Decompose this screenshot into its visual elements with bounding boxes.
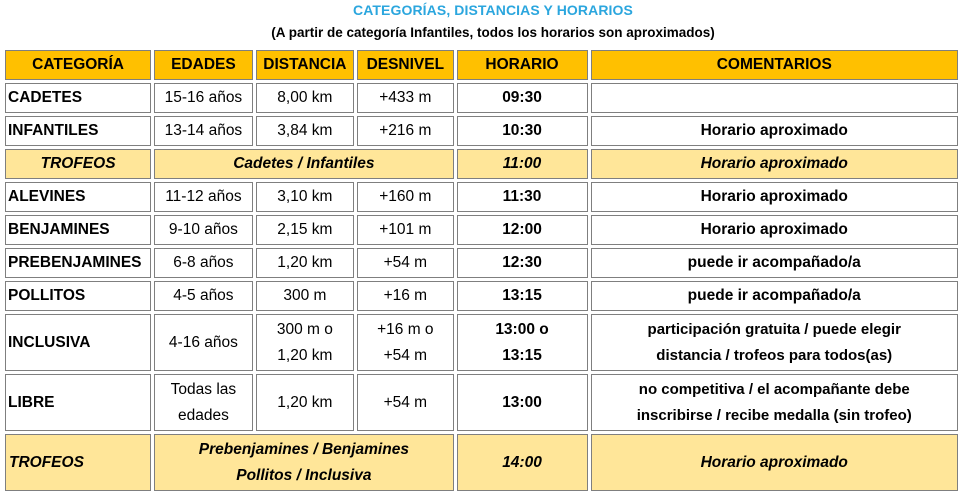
table-row-cadetes [5, 83, 958, 113]
distance-cell: 3,84 km [256, 116, 354, 146]
elevation-cell: +160 m [357, 182, 453, 212]
elevation-line-1: +16 m o [377, 320, 434, 338]
time-cell: 13:15 [457, 281, 588, 311]
time-line-2: 13:15 [502, 346, 542, 364]
comment-cell [591, 374, 959, 431]
ages-cell: 11-12 años [154, 182, 252, 212]
header-desnivel: DESNIVEL [357, 50, 453, 80]
table-row-inclusiva [5, 314, 958, 371]
trophy-label-cell: TROFEOS [5, 434, 151, 491]
header-categoria: CATEGORÍA [5, 50, 151, 80]
table-row-infantiles [5, 116, 958, 146]
time-cell: 09:30 [457, 83, 588, 113]
elevation-cell: +433 m [357, 83, 453, 113]
table-row-libre [5, 374, 958, 431]
distance-line-2: 1,20 km [277, 346, 333, 364]
trophy-categories-cell: Cadetes / Infantiles [154, 149, 453, 179]
ages-cell: 6-8 años [154, 248, 252, 278]
category-cell: LIBRE [5, 374, 151, 431]
ages-line-2: edades [177, 406, 229, 424]
header-horario: HORARIO [457, 50, 588, 80]
ages-cell: 13-14 años [154, 116, 252, 146]
category-cell: BENJAMINES [5, 215, 151, 245]
distance-cell: 1,20 km [256, 248, 354, 278]
elevation-cell: +54 m [357, 374, 453, 431]
category-cell: POLLITOS [5, 281, 151, 311]
comment-cell: puede ir acompañado/a [591, 281, 959, 311]
ages-line-1: Todas las [170, 380, 237, 398]
comment-cell: Horario aproximado [591, 116, 959, 146]
ages-cell: 4-16 años [154, 314, 252, 371]
elevation-cell: +54 m [357, 248, 453, 278]
distance-cell: 8,00 km [256, 83, 354, 113]
comment-line-2: distancia / trofeos para todos(as) [656, 346, 893, 364]
page-title: CATEGORÍAS, DISTANCIAS Y HORARIOS [353, 2, 633, 18]
elevation-cell: +16 m [357, 281, 453, 311]
comment-cell: puede ir acompañado/a [591, 248, 959, 278]
time-cell: 13:00 [457, 374, 588, 431]
table-header-row [5, 50, 958, 80]
page-subtitle: (A partir de categoría Infantiles, todos los horarios son aproximados) [271, 25, 715, 40]
time-cell: 12:00 [457, 215, 588, 245]
ages-cell: 15-16 años [154, 83, 252, 113]
time-line-1: 13:00 o [495, 320, 549, 338]
time-cell: 10:30 [457, 116, 588, 146]
table-row-alevines [5, 182, 958, 212]
time-cell: 14:00 [457, 434, 588, 491]
time-cell [457, 314, 588, 371]
distance-cell [256, 314, 354, 371]
comment-cell: Horario aproximado [591, 182, 959, 212]
schedule-table [2, 47, 961, 494]
table-row-prebenjamines [5, 248, 958, 278]
comment-cell: Horario aproximado [591, 434, 959, 491]
comment-cell: Horario aproximado [591, 149, 959, 179]
trophy-label-cell: TROFEOS [5, 149, 151, 179]
comment-cell [591, 314, 959, 371]
comment-cell: Horario aproximado [591, 215, 959, 245]
comment-cell [591, 83, 959, 113]
ages-cell: 9-10 años [154, 215, 252, 245]
trophy-categories-line-2: Pollitos / Inclusiva [236, 466, 372, 484]
distance-cell: 2,15 km [256, 215, 354, 245]
category-cell: INCLUSIVA [5, 314, 151, 371]
time-cell: 11:30 [457, 182, 588, 212]
ages-cell: 4-5 años [154, 281, 252, 311]
category-cell: CADETES [5, 83, 151, 113]
category-cell: PREBENJAMINES [5, 248, 151, 278]
header-comentarios: COMENTARIOS [591, 50, 959, 80]
time-cell: 12:30 [457, 248, 588, 278]
table-row-pollitos [5, 281, 958, 311]
trophy-categories-line-1: Prebenjamines / Benjamines [198, 440, 409, 458]
comment-line-1: no competitiva / el acompañante debe [638, 380, 910, 398]
distance-cell: 3,10 km [256, 182, 354, 212]
elevation-cell [357, 314, 453, 371]
comment-line-2: inscribirse / recibe medalla (sin trofeo) [636, 406, 912, 424]
distance-cell: 300 m [256, 281, 354, 311]
category-cell: ALEVINES [5, 182, 151, 212]
table-row-benjamines [5, 215, 958, 245]
ages-cell [154, 374, 252, 431]
elevation-line-2: +54 m [383, 346, 428, 364]
trophy-row-1 [5, 149, 958, 179]
trophy-row-2 [5, 434, 958, 491]
distance-line-1: 300 m o [276, 320, 333, 338]
trophy-categories-cell [154, 434, 453, 491]
header-distancia: DISTANCIA [256, 50, 354, 80]
comment-line-1: participación gratuita / puede elegir [647, 320, 901, 338]
distance-cell: 1,20 km [256, 374, 354, 431]
category-cell: INFANTILES [5, 116, 151, 146]
elevation-cell: +216 m [357, 116, 453, 146]
time-cell: 11:00 [457, 149, 588, 179]
header-edades: EDADES [154, 50, 252, 80]
elevation-cell: +101 m [357, 215, 453, 245]
